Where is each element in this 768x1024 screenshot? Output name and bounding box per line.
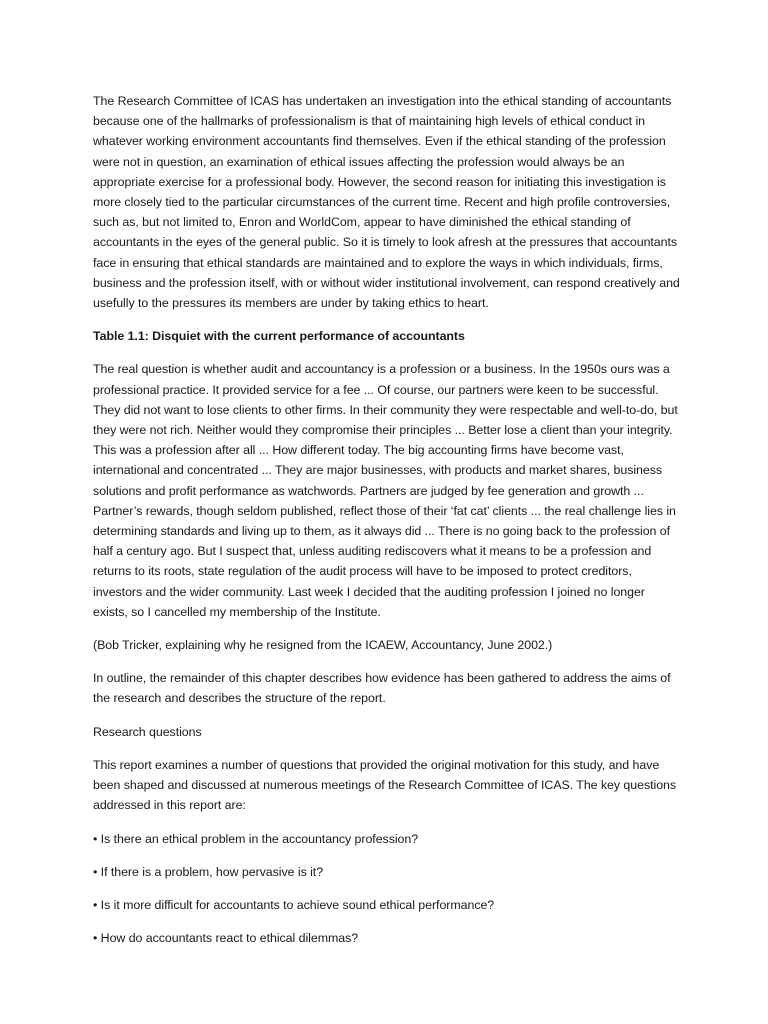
quote-paragraph: The real question is whether audit and accountancy is a profession or a business. In the 1950s ours was a professional practice. It provided service for a fee ... Of course, our partners were keen to be successful. They did not want to lose clients to other firms. In their community they were respectable and well-to-do, but they were not rich. Neither would they compromise their principles ... Better lose a client than your integrity. This was a profession after all ... How different today. The big accounting firms have become vast, international and concentrated ... They are major businesses, with products and market shares, business solutions and profit performance as watchwords. Partners are judged by fee generation and growth ... Partner’s rewards, though seldom published, reflect those of their ‘fat cat’ clients ... the real challenge lies in determining standards and living up to them, as it always did ... There is no going back to the profession of half a century ago. But I suspect that, unless auditing rediscovers what it means to be a profession and returns to its roots, state regulation of the audit process will have to be imposed to protect creditors, investors and the wider community. Last week I decided that the auditing profession I joined no longer exists, so I cancelled my membership of the Institute. — [93, 362, 678, 619]
research-intro-paragraph: This report examines a number of questions that provided the original motivation for this study, and have been shaped and discussed at numerous meetings of the Research Committee of ICAS. The key questions addressed in this report are: — [93, 757, 677, 813]
question-item: • Is there an ethical problem in the accountancy profession? — [93, 831, 419, 846]
section-heading: Research questions — [93, 724, 202, 739]
question-item: • How do accountants react to ethical dilemmas? — [93, 931, 359, 946]
document-page — [93, 91, 683, 961]
question-item: • Is it more difficult for accountants to achieve sound ethical performance? — [93, 897, 495, 912]
table-heading: Table 1.1: Disquiet with the current performance of accountants — [93, 329, 465, 344]
intro-paragraph: The Research Committee of ICAS has undertaken an investigation into the ethical standing of accountants because one of the hallmarks of professionalism is that of maintaining high levels of ethical conduct in whatever working environment accountants find themselves. Even if the ethical standing of the profession were not in question, an examination of ethical issues affecting the profession would always be an appropriate exercise for a professional body. However, the second reason for initiating this investigation is more closely tied to the particular circumstances of the current time. Recent and high profile controversies, such as, but not limited to, Enron and WorldCom, appear to have diminished the ethical standing of accountants in the eyes of the general public. So it is timely to look afresh at the pressures that accountants face in ensuring that ethical standards are maintained and to explore the ways in which individuals, firms, business and the profession itself, with or without wider institutional involvement, can respond creatively and usefully to the pressures its members are under by taking ethics to heart. — [93, 94, 680, 311]
outline-paragraph: In outline, the remainder of this chapter describes how evidence has been gathered to address the aims of the research and describes the structure of the report. — [93, 671, 671, 706]
quote-attribution: (Bob Tricker, explaining why he resigned from the ICAEW, Accountancy, June 2002.) — [93, 638, 553, 653]
question-item: • If there is a problem, how pervasive is it? — [93, 864, 324, 879]
